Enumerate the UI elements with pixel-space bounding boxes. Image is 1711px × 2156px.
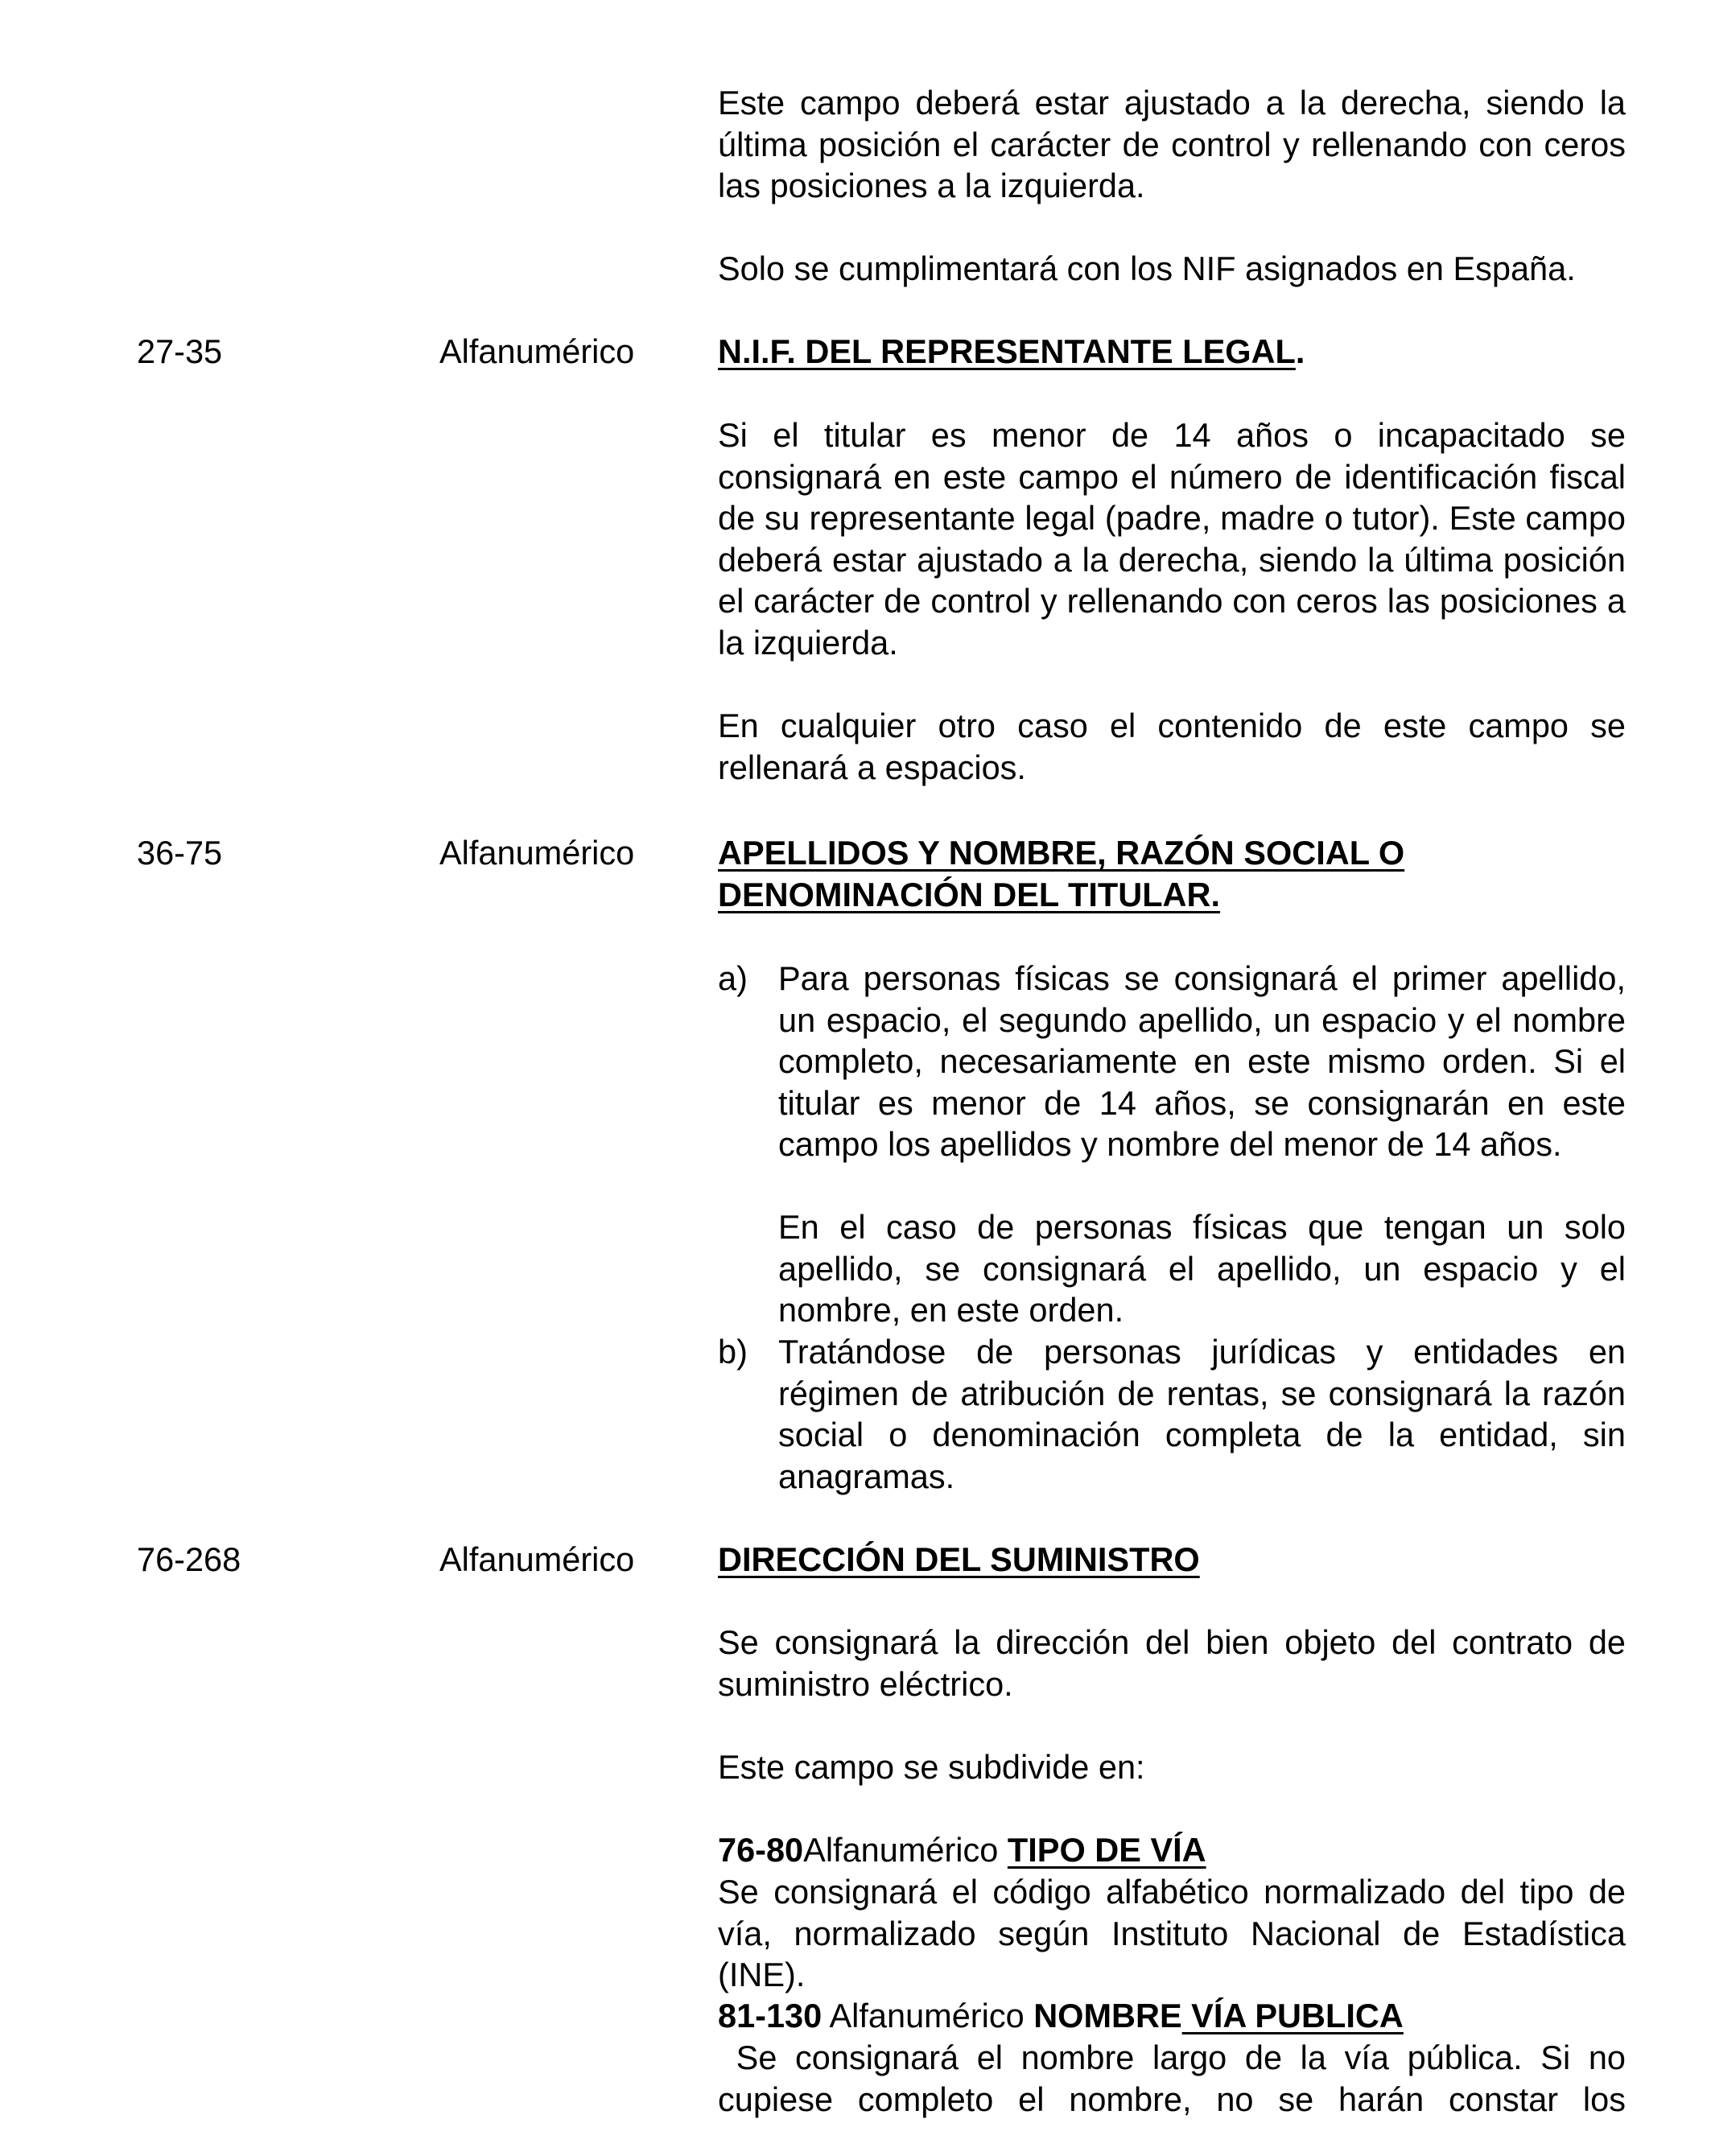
field-heading-text: DIRECCIÓN DEL SUMINISTRO bbox=[718, 1540, 1200, 1578]
subfield-header bbox=[718, 1995, 1626, 2037]
field-paragraph: Si el titular es menor de 14 años o incapacitado se consignará en este campo el número de identificación fiscal de su representante legal (padre, madre o tutor). Este campo deberá estar ajustado a la derecha, siendo la última posición el carácter de control y rellenando con ceros las posiciones a la izquierda. bbox=[718, 416, 1626, 662]
list-item-text-continued: En el caso de personas físicas que tengan un solo apellido, se consignará el apellido, un espacio y el nombre, en este orden. bbox=[778, 1208, 1626, 1329]
field-heading-line-2: DENOMINACIÓN DEL TITULAR. bbox=[718, 875, 1221, 913]
field-position: 27-35 bbox=[137, 332, 223, 370]
field-heading-line-1: APELLIDOS Y NOMBRE, RAZÓN SOCIAL O bbox=[718, 834, 1405, 872]
subfield-position: 76-80 bbox=[718, 1831, 804, 1869]
field-paragraph: Este campo se subdivide en: bbox=[718, 1748, 1145, 1786]
field-paragraph: Se consignará la dirección del bien objeto del contrato de suministro eléctrico. bbox=[718, 1623, 1626, 1703]
list-marker: b) bbox=[718, 1333, 748, 1371]
subfield-description: Se consignará el nombre largo de la vía pública. Si no cupiese completo el nombre, no se harán constar los bbox=[718, 2039, 1635, 2118]
field-position: 76-268 bbox=[137, 1540, 241, 1578]
subfield-name: NOMBRE bbox=[1033, 1997, 1182, 2034]
subfield-position: 81-130 bbox=[718, 1997, 823, 2034]
field-type: Alfanumérico bbox=[439, 332, 635, 370]
intro-paragraph-2: Solo se cumplimentará con los NIF asignados en España. bbox=[718, 249, 1576, 287]
field-type: Alfanumérico bbox=[439, 1540, 635, 1578]
subfield-header bbox=[718, 1829, 1626, 1871]
subfield-name: TIPO DE VÍA bbox=[1007, 1831, 1206, 1869]
field-heading bbox=[718, 331, 1626, 373]
list-item-text: Para personas físicas se consignará el primer apellido, un espacio, el segundo apellido, un espacio y el nombre completo, necesariamente en este mismo orden. Si el titular es menor de 14 años, se consignarán en este campo los apellidos y nombre del menor de 14 años. bbox=[778, 959, 1626, 1163]
field-type: Alfanumérico bbox=[439, 834, 635, 872]
subfield-description: Se consignará el código alfabético normalizado del tipo de vía, normalizado según Instituto Nacional de Estadística (INE). bbox=[718, 1873, 1626, 1993]
list-marker: a) bbox=[718, 959, 748, 997]
field-heading bbox=[718, 1539, 1626, 1581]
subfield-name-underlined: VÍA PUBLICA bbox=[1181, 1997, 1404, 2034]
field-heading-suffix: . bbox=[1295, 332, 1305, 370]
list-item-text: Tratándose de personas jurídicas y entidades en régimen de atribución de rentas, se consignará la razón social o denominación completa de la entidad, sin anagramas. bbox=[778, 1333, 1626, 1495]
field-heading bbox=[718, 832, 1626, 915]
subfield-type: Alfanumérico bbox=[803, 1831, 1008, 1869]
subfield-type: Alfanumérico bbox=[822, 1997, 1034, 2034]
field-paragraph: En cualquier otro caso el contenido de este campo se rellenará a espacios. bbox=[718, 707, 1626, 786]
intro-paragraph-1: Este campo deberá estar ajustado a la derecha, siendo la última posición el carácter de control y rellenando con ceros las posiciones a la izquierda. bbox=[718, 84, 1626, 204]
field-position: 36-75 bbox=[137, 834, 223, 872]
field-heading-text: N.I.F. DEL REPRESENTANTE LEGAL bbox=[718, 332, 1296, 370]
